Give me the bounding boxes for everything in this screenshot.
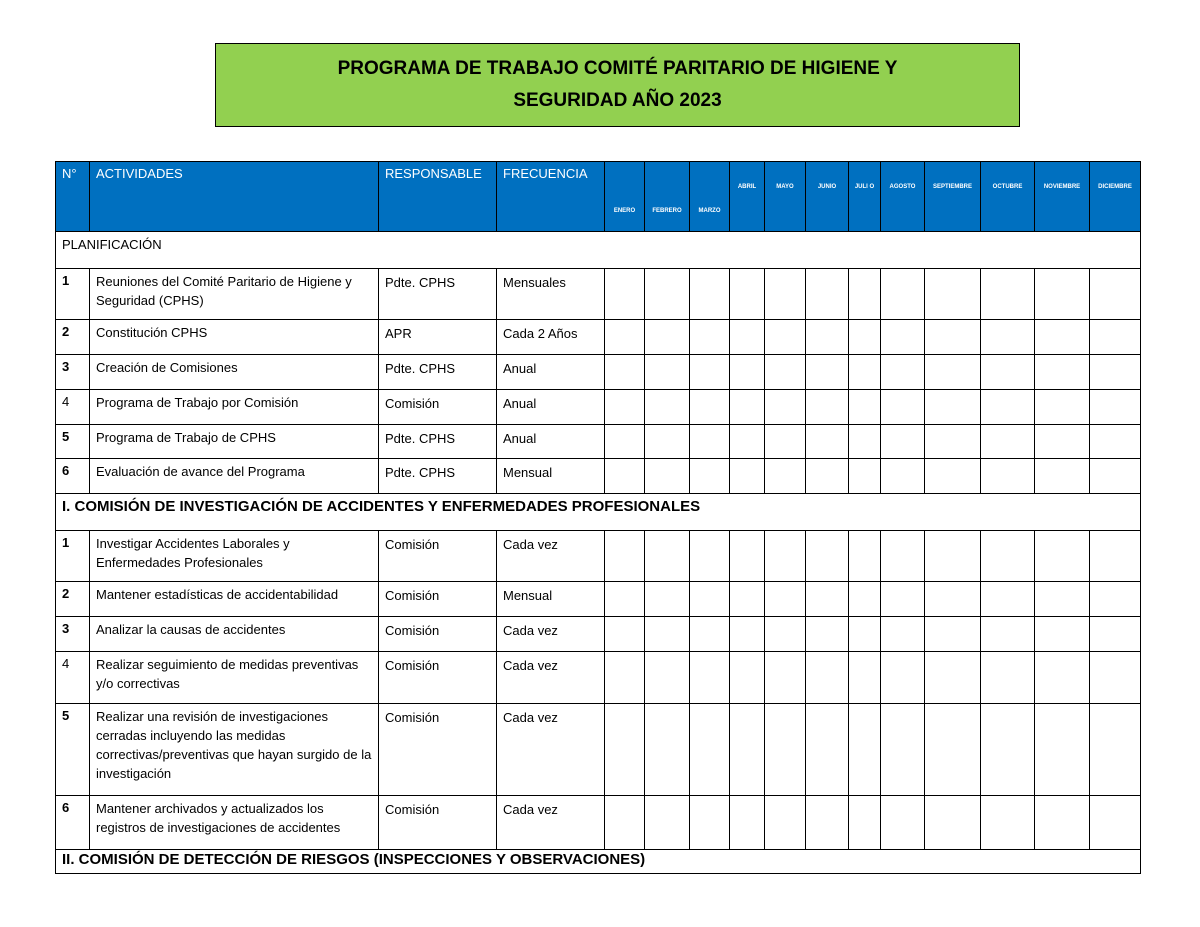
row-responsible: Pdte. CPHS xyxy=(379,355,497,390)
table-row xyxy=(56,425,1141,459)
month-cell xyxy=(925,617,981,652)
month-cell xyxy=(981,390,1035,425)
month-cell xyxy=(765,425,806,459)
month-cell xyxy=(765,704,806,796)
month-cell xyxy=(1035,425,1090,459)
row-frequency: Cada vez xyxy=(497,531,605,582)
month-cell xyxy=(806,459,849,494)
row-frequency: Cada vez xyxy=(497,652,605,704)
month-cell xyxy=(645,531,690,582)
month-cell xyxy=(1035,459,1090,494)
table-row xyxy=(56,652,1141,704)
row-activity: Programa de Trabajo por Comisión xyxy=(90,390,379,425)
month-cell xyxy=(806,425,849,459)
month-cell xyxy=(730,582,765,617)
month-cell xyxy=(765,355,806,390)
document-title xyxy=(215,43,1020,127)
month-cell xyxy=(605,459,645,494)
month-cell xyxy=(730,459,765,494)
month-cell xyxy=(981,582,1035,617)
month-cell xyxy=(981,355,1035,390)
row-num: 6 xyxy=(56,459,90,494)
work-program-table xyxy=(55,161,1141,874)
row-activity: Evaluación de avance del Programa xyxy=(90,459,379,494)
table-header-row xyxy=(56,162,1141,232)
month-cell xyxy=(849,355,881,390)
header-month-octubre: OCTUBRE xyxy=(981,162,1035,232)
month-cell xyxy=(645,704,690,796)
month-cell xyxy=(765,652,806,704)
row-frequency: Mensual xyxy=(497,459,605,494)
month-cell xyxy=(806,652,849,704)
header-month-diciembre: DICIEMBRE xyxy=(1090,162,1141,232)
month-cell xyxy=(806,531,849,582)
month-cell xyxy=(1090,320,1141,355)
month-cell xyxy=(849,425,881,459)
month-cell xyxy=(1035,390,1090,425)
row-activity: Programa de Trabajo de CPHS xyxy=(90,425,379,459)
month-cell xyxy=(981,796,1035,850)
month-cell xyxy=(690,617,730,652)
month-cell xyxy=(806,704,849,796)
month-cell xyxy=(981,459,1035,494)
month-cell xyxy=(1035,355,1090,390)
month-cell xyxy=(1090,459,1141,494)
row-responsible: Comisión xyxy=(379,390,497,425)
month-cell xyxy=(925,704,981,796)
row-activity: Realizar seguimiento de medidas preventivas y/o correctivas xyxy=(90,652,379,704)
month-cell xyxy=(1090,704,1141,796)
month-cell xyxy=(765,269,806,320)
table-row xyxy=(56,355,1141,390)
month-cell xyxy=(690,531,730,582)
month-cell xyxy=(849,320,881,355)
header-activities: ACTIVIDADES xyxy=(90,162,379,232)
row-responsible: Comisión xyxy=(379,617,497,652)
month-cell xyxy=(849,390,881,425)
row-activity: Creación de Comisiones xyxy=(90,355,379,390)
row-responsible: Comisión xyxy=(379,652,497,704)
month-cell xyxy=(730,796,765,850)
month-cell xyxy=(981,652,1035,704)
month-cell xyxy=(690,355,730,390)
month-cell xyxy=(849,652,881,704)
row-activity: Constitución CPHS xyxy=(90,320,379,355)
month-cell xyxy=(881,320,925,355)
month-cell xyxy=(730,531,765,582)
month-cell xyxy=(645,320,690,355)
month-cell xyxy=(765,459,806,494)
month-cell xyxy=(849,617,881,652)
month-cell xyxy=(925,269,981,320)
month-cell xyxy=(605,531,645,582)
month-cell xyxy=(645,582,690,617)
header-month-abril: ABRIL xyxy=(730,162,765,232)
header-month-noviembre: NOVIEMBRE xyxy=(1035,162,1090,232)
row-frequency: Mensuales xyxy=(497,269,605,320)
row-activity: Investigar Accidentes Laborales y Enfermedades Profesionales xyxy=(90,531,379,582)
row-responsible: Pdte. CPHS xyxy=(379,269,497,320)
month-cell xyxy=(981,704,1035,796)
month-cell xyxy=(645,459,690,494)
month-cell xyxy=(806,617,849,652)
month-cell xyxy=(981,617,1035,652)
month-cell xyxy=(881,652,925,704)
month-cell xyxy=(765,390,806,425)
month-cell xyxy=(765,796,806,850)
month-cell xyxy=(1090,652,1141,704)
row-activity: Realizar una revisión de investigaciones cerradas incluyendo las medidas correctivas/preventivas que hayan surgido de la investigación xyxy=(90,704,379,796)
header-month-febrero: FEBRERO xyxy=(645,162,690,232)
month-cell xyxy=(925,459,981,494)
section-title: I. COMISIÓN DE INVESTIGACIÓN DE ACCIDENTES Y ENFERMEDADES PROFESIONALES xyxy=(56,494,1141,531)
month-cell xyxy=(925,531,981,582)
month-cell xyxy=(605,704,645,796)
month-cell xyxy=(981,425,1035,459)
row-num: 1 xyxy=(56,269,90,320)
row-responsible: APR xyxy=(379,320,497,355)
table-row xyxy=(56,269,1141,320)
row-frequency: Anual xyxy=(497,390,605,425)
month-cell xyxy=(925,425,981,459)
row-frequency: Cada vez xyxy=(497,796,605,850)
month-cell xyxy=(881,617,925,652)
month-cell xyxy=(1090,617,1141,652)
month-cell xyxy=(1035,320,1090,355)
row-frequency: Cada 2 Años xyxy=(497,320,605,355)
month-cell xyxy=(981,531,1035,582)
month-cell xyxy=(730,425,765,459)
month-cell xyxy=(1090,390,1141,425)
month-cell xyxy=(881,459,925,494)
title-line-1: PROGRAMA DE TRABAJO COMITÉ PARITARIO DE HIGIENE Y xyxy=(337,58,898,79)
row-frequency: Cada vez xyxy=(497,617,605,652)
row-activity: Mantener estadísticas de accidentabilidad xyxy=(90,582,379,617)
month-cell xyxy=(605,269,645,320)
row-num: 1 xyxy=(56,531,90,582)
month-cell xyxy=(849,531,881,582)
header-month-julio: JULI O xyxy=(849,162,881,232)
row-num: 4 xyxy=(56,390,90,425)
header-month-septiembre: SEPTIEMBRE xyxy=(925,162,981,232)
month-cell xyxy=(690,704,730,796)
row-num: 4 xyxy=(56,652,90,704)
row-responsible: Pdte. CPHS xyxy=(379,459,497,494)
month-cell xyxy=(806,390,849,425)
month-cell xyxy=(849,704,881,796)
section-title: II. COMISIÓN DE DETECCIÓN DE RIESGOS (INSPECCIONES Y OBSERVACIONES) xyxy=(56,850,1141,874)
month-cell xyxy=(881,355,925,390)
month-cell xyxy=(925,355,981,390)
month-cell xyxy=(806,269,849,320)
row-frequency: Cada vez xyxy=(497,704,605,796)
month-cell xyxy=(730,704,765,796)
header-month-mayo: MAYO xyxy=(765,162,806,232)
month-cell xyxy=(690,269,730,320)
row-activity: Mantener archivados y actualizados los registros de investigaciones de accidentes xyxy=(90,796,379,850)
month-cell xyxy=(849,582,881,617)
month-cell xyxy=(690,390,730,425)
month-cell xyxy=(645,796,690,850)
month-cell xyxy=(605,390,645,425)
month-cell xyxy=(925,320,981,355)
month-cell xyxy=(881,582,925,617)
month-cell xyxy=(1035,796,1090,850)
table-row xyxy=(56,459,1141,494)
month-cell xyxy=(765,582,806,617)
month-cell xyxy=(1090,796,1141,850)
row-num: 2 xyxy=(56,582,90,617)
row-frequency: Anual xyxy=(497,425,605,459)
month-cell xyxy=(925,652,981,704)
month-cell xyxy=(605,320,645,355)
month-cell xyxy=(645,269,690,320)
table-row xyxy=(56,617,1141,652)
month-cell xyxy=(645,355,690,390)
month-cell xyxy=(605,652,645,704)
month-cell xyxy=(690,796,730,850)
month-cell xyxy=(849,269,881,320)
header-num: N° xyxy=(56,162,90,232)
month-cell xyxy=(1090,269,1141,320)
month-cell xyxy=(806,796,849,850)
month-cell xyxy=(881,531,925,582)
table-row xyxy=(56,582,1141,617)
header-frequency: FRECUENCIA xyxy=(497,162,605,232)
month-cell xyxy=(645,390,690,425)
section-title: PLANIFICACIÓN xyxy=(56,232,1141,269)
month-cell xyxy=(1035,652,1090,704)
month-cell xyxy=(1035,582,1090,617)
section-row-investigacion xyxy=(56,494,1141,531)
month-cell xyxy=(765,617,806,652)
month-cell xyxy=(605,425,645,459)
month-cell xyxy=(605,617,645,652)
month-cell xyxy=(730,652,765,704)
row-num: 3 xyxy=(56,355,90,390)
month-cell xyxy=(730,390,765,425)
row-responsible: Comisión xyxy=(379,796,497,850)
header-month-junio: JUNIO xyxy=(806,162,849,232)
month-cell xyxy=(690,582,730,617)
month-cell xyxy=(1035,531,1090,582)
month-cell xyxy=(1090,355,1141,390)
row-frequency: Mensual xyxy=(497,582,605,617)
month-cell xyxy=(981,320,1035,355)
month-cell xyxy=(806,320,849,355)
month-cell xyxy=(690,320,730,355)
table-row xyxy=(56,531,1141,582)
month-cell xyxy=(690,459,730,494)
month-cell xyxy=(881,390,925,425)
row-responsible: Comisión xyxy=(379,704,497,796)
month-cell xyxy=(730,320,765,355)
month-cell xyxy=(605,582,645,617)
header-month-marzo: MARZO xyxy=(690,162,730,232)
month-cell xyxy=(1035,269,1090,320)
month-cell xyxy=(690,652,730,704)
month-cell xyxy=(981,269,1035,320)
title-line-2: SEGURIDAD AÑO 2023 xyxy=(513,90,722,111)
month-cell xyxy=(1035,617,1090,652)
month-cell xyxy=(645,425,690,459)
row-num: 3 xyxy=(56,617,90,652)
row-num: 5 xyxy=(56,704,90,796)
month-cell xyxy=(925,796,981,850)
month-cell xyxy=(925,390,981,425)
month-cell xyxy=(690,425,730,459)
month-cell xyxy=(1035,704,1090,796)
month-cell xyxy=(881,796,925,850)
header-responsible: RESPONSABLE xyxy=(379,162,497,232)
section-row-planificacion xyxy=(56,232,1141,269)
month-cell xyxy=(1090,425,1141,459)
month-cell xyxy=(806,582,849,617)
month-cell xyxy=(806,355,849,390)
row-activity: Reuniones del Comité Paritario de Higiene y Seguridad (CPHS) xyxy=(90,269,379,320)
month-cell xyxy=(645,617,690,652)
table-row xyxy=(56,320,1141,355)
month-cell xyxy=(849,459,881,494)
row-responsible: Comisión xyxy=(379,582,497,617)
month-cell xyxy=(925,582,981,617)
month-cell xyxy=(730,269,765,320)
table-row xyxy=(56,796,1141,850)
month-cell xyxy=(881,425,925,459)
row-num: 2 xyxy=(56,320,90,355)
month-cell xyxy=(605,796,645,850)
table-row xyxy=(56,390,1141,425)
row-activity: Analizar la causas de accidentes xyxy=(90,617,379,652)
month-cell xyxy=(765,320,806,355)
month-cell xyxy=(730,617,765,652)
month-cell xyxy=(645,652,690,704)
month-cell xyxy=(849,796,881,850)
row-responsible: Pdte. CPHS xyxy=(379,425,497,459)
month-cell xyxy=(881,269,925,320)
header-month-enero: ENERO xyxy=(605,162,645,232)
row-frequency: Anual xyxy=(497,355,605,390)
month-cell xyxy=(1090,582,1141,617)
month-cell xyxy=(881,704,925,796)
month-cell xyxy=(605,355,645,390)
row-num: 5 xyxy=(56,425,90,459)
month-cell xyxy=(765,531,806,582)
section-row-deteccion xyxy=(56,850,1141,874)
month-cell xyxy=(730,355,765,390)
header-month-agosto: AGOSTO xyxy=(881,162,925,232)
table-row xyxy=(56,704,1141,796)
row-responsible: Comisión xyxy=(379,531,497,582)
month-cell xyxy=(1090,531,1141,582)
row-num: 6 xyxy=(56,796,90,850)
